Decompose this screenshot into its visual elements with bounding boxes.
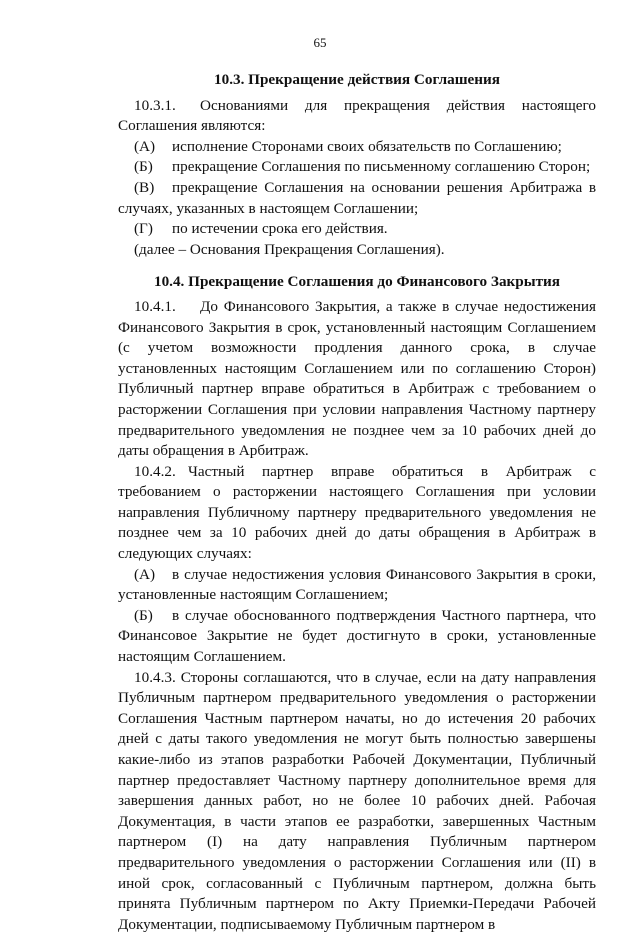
list-item bbox=[118, 219, 596, 240]
clause-number: 10.3.1. bbox=[134, 96, 176, 114]
clause-text: Основаниями для прекращения действия настоящего Соглашения являются: bbox=[118, 96, 596, 135]
list-item-label: (Б) bbox=[134, 606, 153, 624]
list-item-label: (Б) bbox=[134, 158, 153, 176]
list-item-text: прекращение Соглашения на основании решения Арбитража в случаях, указанных в настоящем Соглашении; bbox=[118, 178, 596, 217]
list-item-label: (А) bbox=[134, 565, 156, 583]
section-heading-10-4: 10.4. Прекращение Соглашения до Финансового Закрытия bbox=[153, 273, 561, 291]
list-item-text: исполнение Сторонами своих обязательств по Соглашению; bbox=[172, 137, 562, 155]
paragraph-10-3-1 bbox=[118, 96, 596, 137]
clause-number: 10.4.1. bbox=[134, 297, 176, 315]
section-heading-10-3: 10.3. Прекращение действия Соглашения bbox=[214, 71, 500, 88]
paragraph-10-4-1 bbox=[118, 297, 596, 462]
list-item-label: (А) bbox=[134, 137, 156, 155]
clause-text: Частный партнер вправе обратиться в Арбитраж с требованием о расторжении настоящего Соглашения при условии направления Публичному партнеру предварительного уведомления не позднее чем за 10 рабочих дней до даты обращения в Арбитраж в следующих случаях: bbox=[118, 462, 596, 563]
paragraph-10-4-3: 10.4.3. Стороны соглашаются, что в случае, если на дату направления Публичным партнером предварительного уведомления о расторжении Соглашения Частным партнером начаты, но до истечения 20 рабочих дней с даты такого уведомления не могут быть полностью завершены какие-либо из этапов разработки Рабочей Документации, Публичный партнер предоставляет Частному партнеру дополнительное время для завершения данных работ, но не более 10 рабочих дней. Рабочая Документация, в части этапов ее разработки, завершенных Частным партнером (I) на дату направления Публичным партнером предварительного уведомления о расторжении Соглашения или (II) в иной срок, согласованный с Публичным партнером, должна быть принята Публичным партнером по Акту Приемки-Передачи Рабочей Документации, подписываемому Публичным партнером в bbox=[118, 668, 596, 933]
list-item bbox=[118, 137, 596, 158]
list-item bbox=[118, 178, 596, 219]
page-content bbox=[118, 70, 596, 935]
list-item-label: (Г) bbox=[134, 220, 153, 238]
definition-note: (далее – Основания Прекращения Соглашения). bbox=[134, 240, 445, 258]
list-item-text: прекращение Соглашения по письменному соглашению Сторон; bbox=[172, 158, 591, 176]
page-number: 65 bbox=[313, 35, 327, 50]
paragraph-10-4-2 bbox=[118, 462, 596, 565]
list-item-text: в случае обоснованного подтверждения Частного партнера, что Финансовое Закрытие не будет достигнуто в сроки, установленные настоящим Соглашением. bbox=[118, 606, 596, 666]
clause-number: 10.4.2. bbox=[134, 462, 176, 480]
clause-text: До Финансового Закрытия, а также в случае недостижения Финансового Закрытия в срок, установленный настоящим Соглашением (с учетом возможности продления данного срока, в случае установленных настоящим Соглашением или по соглашению Сторон) Публичный партнер вправе обратиться в Арбитраж с требованием о расторжении Соглашения при условии направления Частному партнеру предварительного уведомления не позднее чем за 10 рабочих дней до даты обращения в Арбитраж. bbox=[118, 297, 596, 460]
list-item-text: в случае недостижения условия Финансового Закрытия в сроки, установленные настоящим Соглашением; bbox=[118, 565, 596, 604]
list-item-label: (В) bbox=[134, 178, 155, 196]
list-item-text: по истечении срока его действия. bbox=[172, 220, 388, 238]
list-item bbox=[118, 606, 596, 668]
list-item bbox=[118, 565, 596, 606]
list-item bbox=[118, 157, 596, 178]
